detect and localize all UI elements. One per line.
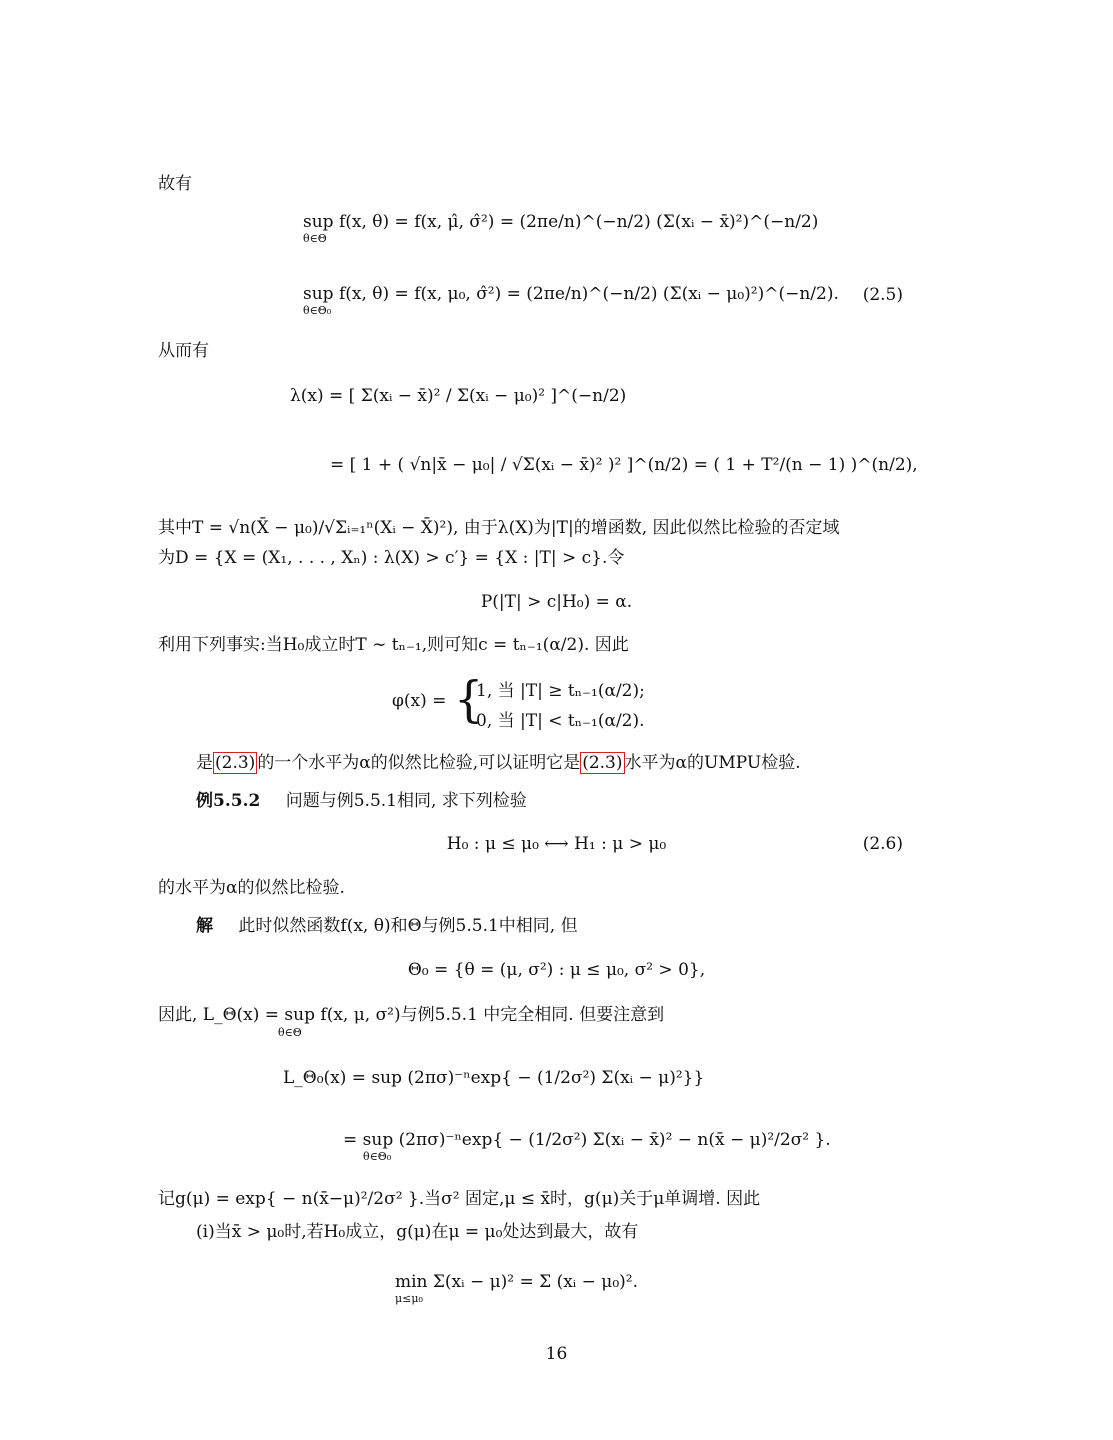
equation-L-line-2: = sup (2πσ)⁻ⁿexp{ − (1/2σ²) Σ(xᵢ − x̄)² − n(x̄ − μ)²/2σ² }. θ∈Θ₀ [343, 1130, 831, 1163]
paragraph-likelihood-ratio: 的水平为α的似然比检验. [158, 878, 345, 898]
paragraph-where-T-line-2: 为D = {X = (X₁, . . . , Xₙ) : λ(X) > c′} = {X : |T| > c}.令 [158, 548, 625, 568]
equation-number-2-5: (2.5) [862, 285, 903, 305]
paragraph-conclusion: 是 (2.3) 的一个水平为α的似然比检验,可以证明它是 (2.3) 水平为α的UMPU检验. [196, 753, 801, 773]
equation-subscript: θ∈Θ₀ [363, 1150, 392, 1163]
phi-case-2: 0, 当 |T| < tₙ₋₁(α/2). [476, 711, 645, 731]
paragraph-where-T-line-1: 其中T = √n(X̄ − μ₀)/√Σᵢ₌₁ⁿ(Xᵢ − X̄)²), 由于λ(X)为|T|的增函数, 因此似然比检验的否定域 [158, 518, 840, 538]
equation-subscript: θ∈Θ [278, 1026, 302, 1039]
equation-lambda-line-1: λ(x) = [ Σ(xᵢ − x̄)² / Σ(xᵢ − μ₀)² ]^(−n/2) [290, 386, 627, 406]
page-number: 16 [545, 1344, 568, 1364]
paragraph-intro: 故有 [158, 174, 192, 194]
solution-heading [196, 914, 578, 938]
solution-text: 此时似然函数f(x, θ)和Θ与例5.5.1中相同, 但 [238, 916, 578, 936]
equation-ref-link[interactable]: (2.3) [582, 753, 623, 773]
equation-2-6: H₀ : μ ≤ μ₀ ⟷ H₁ : μ > μ₀ [446, 834, 667, 854]
left-brace: { [454, 670, 484, 728]
equation-2-5-line-2: sup f(x, θ) = f(x, μ₀, σ̂²) = (2πe/n)^(−n/2) (Σ(xᵢ − μ₀)²)^(−n/2). θ∈Θ₀ [303, 284, 839, 317]
equation-subscript: θ∈Θ [303, 232, 327, 245]
equation-number-2-6: (2.6) [862, 834, 903, 854]
solution-label: 解 [196, 916, 213, 936]
phi-lhs: φ(x) = [392, 691, 447, 711]
paragraph-fact: 利用下列事实:当H₀成立时T ∼ tₙ₋₁,则可知c = tₙ₋₁(α/2). 因此 [158, 635, 629, 655]
equation-ref-link[interactable]: (2.3) [215, 753, 256, 773]
equation-min: min Σ(xᵢ − μ)² = Σ (xᵢ − μ₀)². μ≤μ₀ [395, 1272, 638, 1305]
paragraph-define-g: 记g(μ) = exp{ − n(x̄−μ)²/2σ² }.当σ² 固定,μ ≤ x̄时，g(μ)关于μ单调增. 因此 [158, 1189, 761, 1209]
paragraph-therefore: 因此, L_Θ(x) = sup f(x, μ, σ²)与例5.5.1 中完全相同. 但要注意到 θ∈Θ [158, 1005, 665, 1039]
example-text: 问题与例5.5.1相同, 求下列检验 [285, 791, 527, 811]
example-heading [196, 789, 527, 813]
equation-2-5-line-1: sup f(x, θ) = f(x, μ̂, σ̂²) = (2πe/n)^(−n/2) (Σ(xᵢ − x̄)²)^(−n/2) θ∈Θ [303, 212, 819, 245]
equation-probability: P(|T| > c|H₀) = α. [480, 592, 633, 612]
phi-case-1: 1, 当 |T| ≥ tₙ₋₁(α/2); [476, 681, 645, 701]
equation-subscript: μ≤μ₀ [395, 1292, 423, 1305]
example-label: 例5.5.2 [196, 791, 261, 811]
equation-theta0: Θ₀ = {θ = (μ, σ²) : μ ≤ μ₀, σ² > 0}, [407, 960, 706, 980]
paragraph-thus: 从而有 [158, 341, 209, 361]
equation-subscript: θ∈Θ₀ [303, 304, 332, 317]
paragraph-case-i: (i)当x̄ > μ₀时,若H₀成立，g(μ)在μ = μ₀处达到最大，故有 [196, 1222, 639, 1242]
equation-L-line-1: L_Θ₀(x) = sup (2πσ)⁻ⁿexp{ − (1/2σ²) Σ(xᵢ − μ)²}} [283, 1068, 705, 1088]
equation-lambda-line-2: = [ 1 + ( √n|x̄ − μ₀| / √Σ(xᵢ − x̄)² )² ]^(n/2) = ( 1 + T²/(n − 1) )^(n/2), [330, 455, 918, 475]
